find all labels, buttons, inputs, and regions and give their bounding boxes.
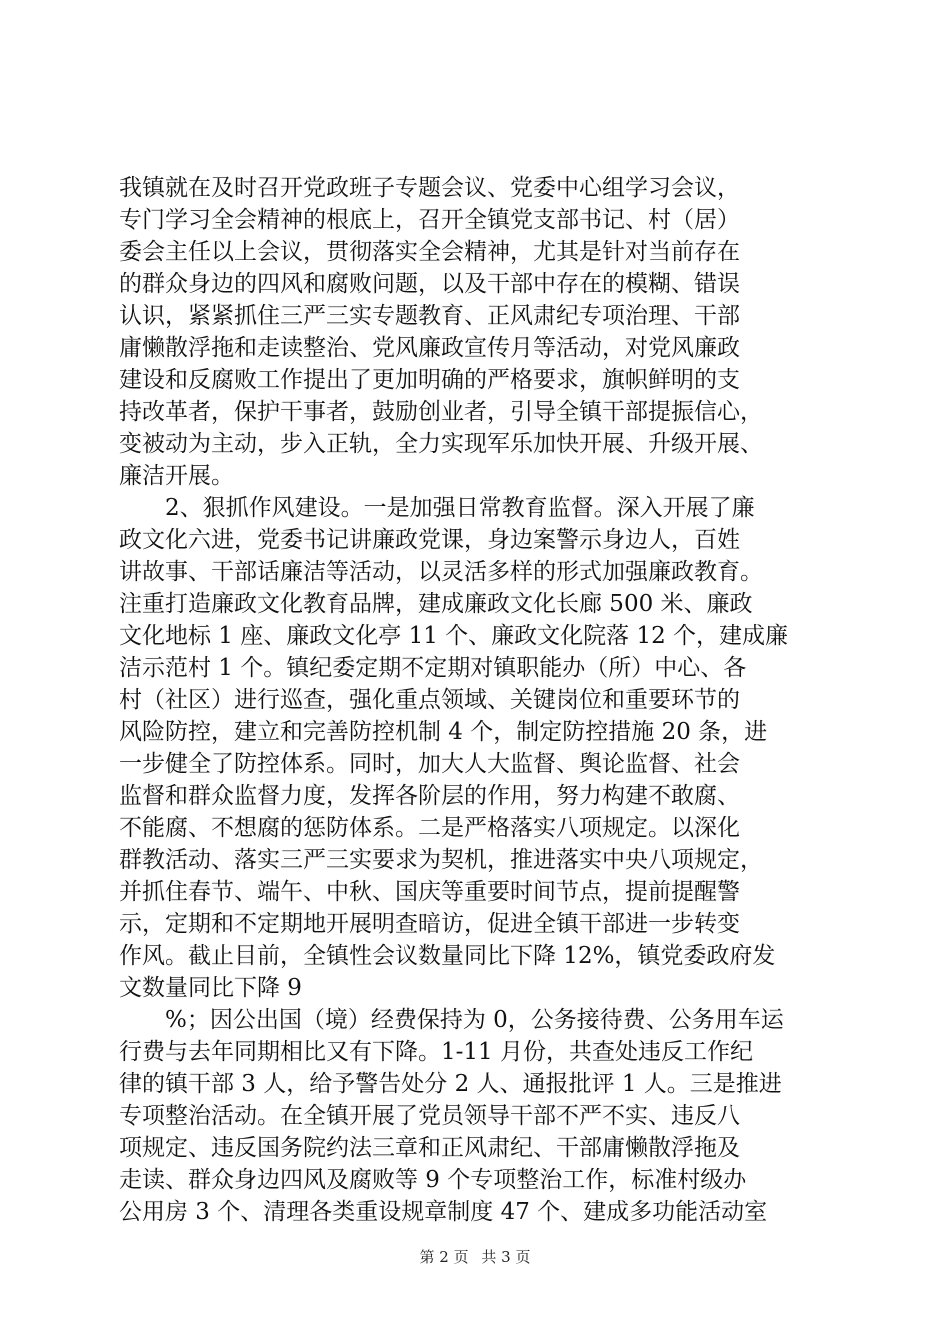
text-line: 群教活动、落实三严三实要求为契机，推进落实中央八项规定， (119, 847, 763, 873)
text-line: 讲故事、干部话廉洁等活动，以灵活多样的形式加强廉政教育。 (119, 559, 763, 585)
text-line: 文数量同比下降 9 (119, 975, 302, 1001)
text-line: 委会主任以上会议，贯彻落实全会精神，尤其是针对当前存在 (119, 239, 740, 265)
page-number: 第 2 页 (419, 1248, 469, 1266)
text-line: 洁示范村 1 个。镇纪委定期不定期对镇职能办（所）中心、各 (119, 655, 747, 681)
text-line: 认识，紧紧抓住三严三实专题教育、正风肃纪专项治理、干部 (119, 303, 740, 329)
text-line: 我镇就在及时召开党政班子专题会议、党委中心组学习会议， (119, 175, 740, 201)
paragraph-start-line: 2、狠抓作风建设。一是加强日常教育监督。深入开展了廉 (165, 495, 755, 521)
text-line: 的群众身边的四风和腐败问题，以及干部中存在的模糊、错误 (119, 271, 740, 297)
text-line: 政文化六进，党委书记讲廉政党课，身边案警示身边人，百姓 (119, 527, 740, 553)
text-line: 庸懒散浮拖和走读整治、党风廉政宣传月等活动，对党风廉政 (119, 335, 740, 361)
text-line: 作风。截止目前，全镇性会议数量同比下降 12%，镇党委政府发 (119, 943, 776, 969)
paragraph-start-line: %；因公出国（境）经费保持为 0，公务接待费、公务用车运 (165, 1007, 784, 1033)
text-line: 村（社区）进行巡查，强化重点领域、关键岗位和重要环节的 (119, 687, 740, 713)
text-line: 并抓住春节、端午、中秋、国庆等重要时间节点，提前提醒警 (119, 879, 740, 905)
text-line: 风险防控，建立和完善防控机制 4 个，制定防控措施 20 条，进 (119, 719, 768, 745)
text-line: 一步健全了防控体系。同时，加大人大监督、舆论监督、社会 (119, 751, 740, 777)
text-line: 项规定、违反国务院约法三章和正风肃纪、干部庸懒散浮拖及 (119, 1135, 740, 1161)
text-line: 文化地标 1 座、廉政文化亭 11 个、廉政文化院落 12 个，建成廉 (119, 623, 789, 649)
text-line: 走读、群众身边四风及腐败等 9 个专项整治工作，标准村级办 (119, 1167, 747, 1193)
text-line: 建设和反腐败工作提出了更加明确的严格要求，旗帜鲜明的支 (119, 367, 740, 393)
text-line: 变被动为主动，步入正轨，全力实现军乐加快开展、升级开展、 (119, 431, 763, 457)
text-line: 廉洁开展。 (119, 463, 234, 489)
text-line: 专门学习全会精神的根底上，召开全镇党支部书记、村（居） (119, 207, 740, 233)
text-line: 示，定期和不定期地开展明查暗访，促进全镇干部进一步转变 (119, 911, 740, 937)
text-line: 监督和群众监督力度，发挥各阶层的作用，努力构建不敢腐、 (119, 783, 740, 809)
text-line: 行费与去年同期相比又有下降。1-11 月份，共查处违反工作纪 (119, 1039, 753, 1065)
page-footer (0, 1246, 950, 1267)
text-line: 注重打造廉政文化教育品牌，建成廉政文化长廊 500 米、廉政 (119, 591, 753, 617)
text-line: 专项整治活动。在全镇开展了党员领导干部不严不实、违反八 (119, 1103, 740, 1129)
text-line: 持改革者，保护干事者，鼓励创业者，引导全镇干部提振信心， (119, 399, 763, 425)
body-text (119, 172, 831, 1228)
text-line: 公用房 3 个、清理各类重设规章制度 47 个、建成多功能活动室 (119, 1199, 768, 1225)
text-line: 不能腐、不想腐的惩防体系。二是严格落实八项规定。以深化 (119, 815, 740, 841)
page-total: 共 3 页 (481, 1248, 531, 1266)
text-line: 律的镇干部 3 人，给予警告处分 2 人、通报批评 1 人。三是推进 (119, 1071, 782, 1097)
